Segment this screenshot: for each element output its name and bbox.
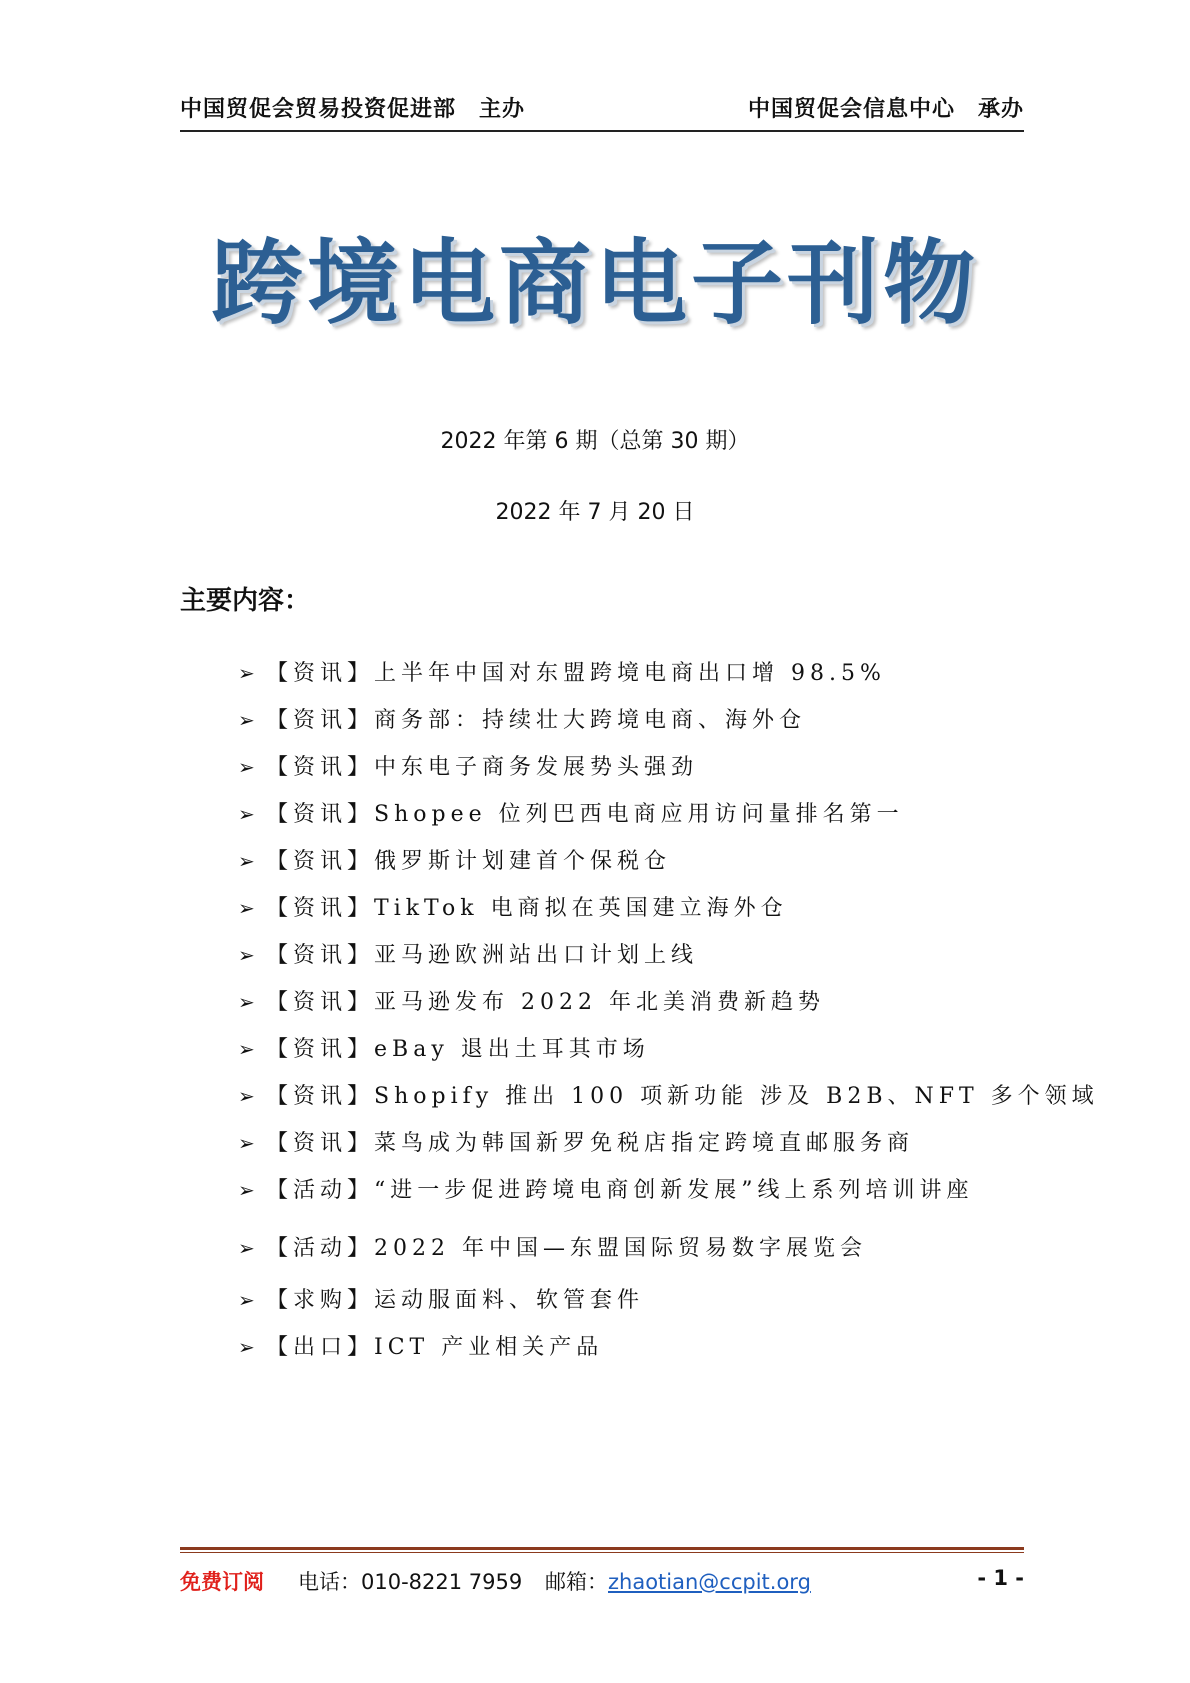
footer-rule-thin: [180, 1552, 1024, 1553]
toc-item[interactable]: [238, 846, 1099, 893]
contact-phone: 电话：010-8221 7959: [298, 1570, 523, 1594]
toc-item-text: 中东电子商务发展势头强劲: [374, 755, 699, 780]
arrow-bullet-icon: ➢: [238, 661, 255, 685]
subscribe-link[interactable]: 免费订阅: [180, 1570, 264, 1594]
toc-item-tag: 【活动】: [266, 1178, 375, 1203]
toc-item-tag: 【资讯】: [266, 1084, 375, 1109]
toc-item-tag: 【资讯】: [266, 1037, 375, 1062]
contact-email: [545, 1566, 811, 1596]
toc-item-text: 2022 年中国—东盟国际贸易数字展览会: [374, 1236, 867, 1261]
email-label: 邮箱：: [545, 1570, 608, 1594]
arrow-bullet-icon: ➢: [238, 943, 255, 967]
toc-item-tag: 【资讯】: [266, 708, 375, 733]
footer-rule: [180, 1547, 1024, 1550]
arrow-bullet-icon: ➢: [238, 1178, 255, 1202]
toc-item-text: 菜鸟成为韩国新罗免税店指定跨境直邮服务商: [374, 1131, 915, 1156]
issue-date: 2022 年 7 月 20 日: [495, 500, 695, 525]
page-header: [180, 92, 1024, 132]
toc-item-text: 运动服面料、软管套件: [374, 1288, 645, 1313]
arrow-bullet-icon: ➢: [238, 1084, 255, 1108]
arrow-bullet-icon: ➢: [238, 1236, 255, 1260]
toc-item[interactable]: [238, 1081, 1099, 1128]
toc-item-tag: 【资讯】: [266, 990, 375, 1015]
toc-item[interactable]: [238, 799, 1099, 846]
arrow-bullet-icon: ➢: [238, 1037, 255, 1061]
toc-item[interactable]: [238, 1233, 1099, 1285]
toc-item[interactable]: [238, 987, 1099, 1034]
toc-item-text: Shopify 推出 100 项新功能 涉及 B2B、NFT 多个领域: [374, 1084, 1099, 1109]
toc-item[interactable]: [238, 658, 1099, 705]
toc-item[interactable]: [238, 705, 1099, 752]
arrow-bullet-icon: ➢: [238, 1288, 255, 1312]
toc-item[interactable]: [238, 940, 1099, 987]
publication-title: 跨境电商电子刊物: [210, 230, 979, 337]
page-number: - 1 -: [977, 1566, 1024, 1590]
arrow-bullet-icon: ➢: [238, 708, 255, 732]
arrow-bullet-icon: ➢: [238, 1335, 255, 1359]
toc-item-tag: 【活动】: [266, 1236, 375, 1261]
table-of-contents: [238, 658, 1099, 1379]
toc-item-text: 俄罗斯计划建首个保税仓: [374, 849, 672, 874]
toc-item-tag: 【资讯】: [266, 1131, 375, 1156]
toc-item[interactable]: [238, 752, 1099, 799]
toc-item-text: Shopee 位列巴西电商应用访问量排名第一: [374, 802, 904, 827]
toc-item-text: 上半年中国对东盟跨境电商出口增 98.5%: [374, 661, 886, 686]
header-organizer: 中国贸促会贸易投资促进部 主办: [180, 97, 526, 122]
toc-item-tag: 【资讯】: [266, 849, 375, 874]
toc-item-text: eBay 退出土耳其市场: [374, 1037, 650, 1062]
toc-item-text: 商务部：持续壮大跨境电商、海外仓: [374, 708, 807, 733]
issue-number: 2022 年第 6 期（总第 30 期）: [440, 429, 750, 454]
toc-item-tag: 【求购】: [266, 1288, 375, 1313]
toc-item[interactable]: [238, 1332, 1099, 1379]
email-link[interactable]: zhaotian@ccpit.org: [608, 1570, 811, 1594]
toc-item[interactable]: [238, 1175, 1099, 1233]
toc-item-text: TikTok 电商拟在英国建立海外仓: [374, 896, 788, 921]
toc-item-text: 亚马逊发布 2022 年北美消费新趋势: [374, 990, 825, 1015]
page-footer: [180, 1566, 1024, 1598]
toc-item[interactable]: [238, 1034, 1099, 1081]
arrow-bullet-icon: ➢: [238, 755, 255, 779]
toc-item[interactable]: [238, 1285, 1099, 1332]
toc-item-tag: 【资讯】: [266, 661, 375, 686]
toc-item[interactable]: [238, 1128, 1099, 1175]
header-host: 中国贸促会信息中心 承办: [747, 97, 1024, 122]
arrow-bullet-icon: ➢: [238, 1131, 255, 1155]
toc-item-text: “进一步促进跨境电商创新发展”线上系列培训讲座: [374, 1178, 974, 1203]
arrow-bullet-icon: ➢: [238, 849, 255, 873]
toc-item-tag: 【资讯】: [266, 755, 375, 780]
arrow-bullet-icon: ➢: [238, 802, 255, 826]
toc-heading: 主要内容：: [180, 586, 311, 616]
arrow-bullet-icon: ➢: [238, 990, 255, 1014]
toc-item-text: ICT 产业相关产品: [374, 1335, 604, 1360]
toc-item-tag: 【资讯】: [266, 802, 375, 827]
toc-item-tag: 【资讯】: [266, 943, 375, 968]
toc-item-text: 亚马逊欧洲站出口计划上线: [374, 943, 699, 968]
toc-item[interactable]: [238, 893, 1099, 940]
toc-item-tag: 【资讯】: [266, 896, 375, 921]
toc-item-tag: 【出口】: [266, 1335, 375, 1360]
arrow-bullet-icon: ➢: [238, 896, 255, 920]
